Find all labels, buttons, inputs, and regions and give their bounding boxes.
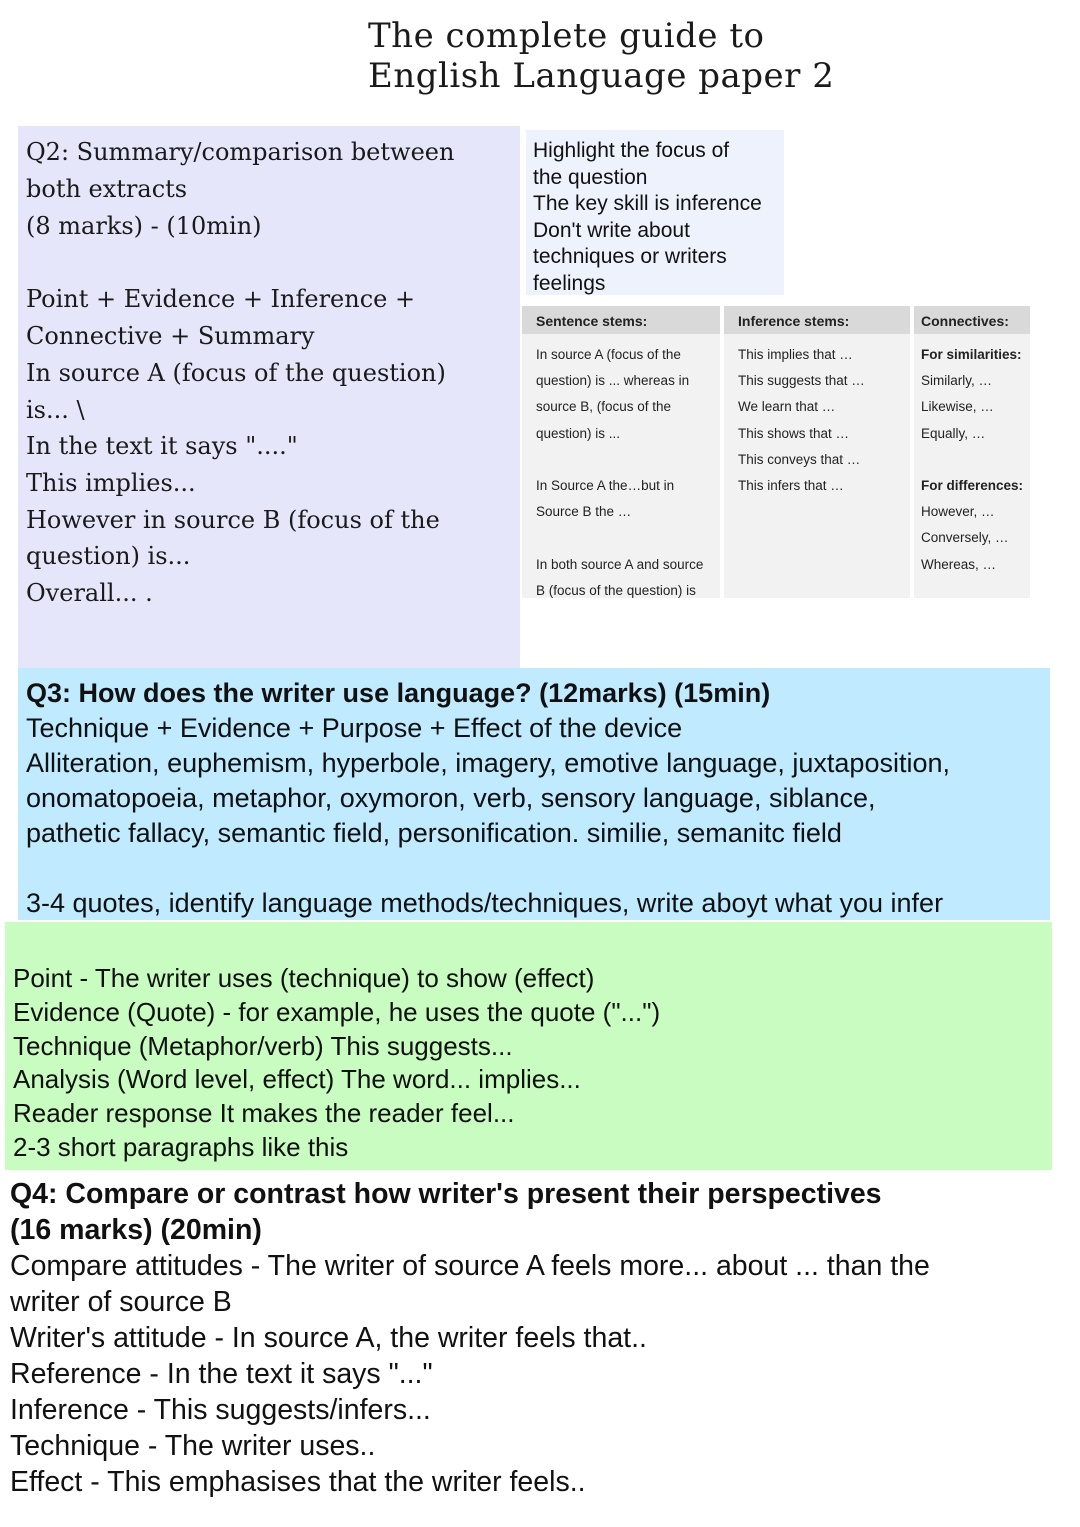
- tip-line: The key skill is inference: [533, 192, 762, 215]
- table-cell: B (focus of the question) is: [536, 582, 696, 598]
- guide-line: Technique (Metaphor/verb) This suggests...: [13, 1030, 513, 1061]
- table-cell: Whereas, …: [921, 556, 997, 572]
- table-cell: This infers that …: [738, 477, 844, 493]
- q2-line: is... \: [26, 396, 85, 424]
- q2-line: question) is...: [26, 542, 191, 570]
- table-cell: [921, 447, 1030, 473]
- spacer: [26, 851, 1050, 886]
- q2-line: In source A (focus of the question): [26, 359, 446, 387]
- table-cell: This shows that …: [738, 425, 850, 441]
- table-cell: In Source A the…but in: [536, 477, 675, 493]
- q3-line: onomatopoeia, metaphor, oxymoron, verb, sensory language, siblance,: [26, 783, 876, 813]
- q3-line: Technique + Evidence + Purpose + Effect of the device: [26, 713, 683, 743]
- stems-table: [522, 306, 1030, 598]
- tips-note: [526, 130, 784, 295]
- table-cell: This suggests that …: [738, 373, 865, 389]
- guide-line: Reader response It makes the reader feel...: [13, 1098, 515, 1129]
- table-cell: [536, 447, 720, 473]
- q4-line: Reference - In the text it says "...": [10, 1358, 433, 1390]
- table-cell: In source A (focus of the: [536, 347, 681, 362]
- q2-line: Q2: Summary/comparison between: [26, 138, 455, 166]
- q4-line: writer of source B: [10, 1286, 232, 1318]
- q3-line: Alliteration, euphemism, hyperbole, imagery, emotive language, juxtaposition,: [26, 748, 950, 778]
- q2-section: [18, 126, 520, 668]
- table-cell: question) is ...: [536, 425, 621, 441]
- table-cell: Conversely, …: [921, 530, 1009, 546]
- table-header: Connectives:: [914, 306, 1030, 334]
- q2-line: In the text it says "....": [26, 432, 298, 460]
- table-cell: Likewise, …: [921, 399, 994, 415]
- paragraph-guide: [5, 922, 1052, 1170]
- table-cell: In both source A and source: [536, 556, 704, 572]
- table-cell: question) is ... whereas in: [536, 373, 690, 389]
- guide-line: Analysis (Word level, effect) The word... implies...: [13, 1064, 581, 1095]
- tip-line: Don't write about: [533, 218, 690, 242]
- q4-heading-marks: (16 marks) (20min): [10, 1214, 262, 1246]
- connectives-column: [914, 306, 1030, 598]
- q4-heading: Q4: Compare or contrast how writer's present their perspectives: [10, 1178, 882, 1210]
- table-cell: source B, (focus of the: [536, 399, 672, 415]
- guide-line: 2-3 short paragraphs like this: [13, 1131, 349, 1162]
- q3-footer: 3-4 quotes, identify language methods/techniques, write aboyt what you infer: [26, 888, 944, 918]
- page-title: [368, 16, 968, 96]
- q2-line: (8 marks) - (10min): [26, 212, 262, 240]
- table-cell: This implies that …: [738, 347, 853, 362]
- table-cell: This conveys that …: [738, 451, 861, 467]
- guide-line: Point - The writer uses (technique) to show (effect): [13, 963, 595, 993]
- q2-line: However in source B (focus of the: [26, 506, 440, 534]
- tip-line: Highlight the focus of: [533, 139, 730, 162]
- q3-line: pathetic fallacy, semantic field, personification. similie, semanitc field: [26, 818, 842, 848]
- table-cell: [536, 525, 720, 551]
- inference-stems-column: [724, 306, 910, 598]
- title-line-1: The complete guide to: [368, 16, 765, 56]
- q4-line: Compare attitudes - The writer of source A feels more... about ... than the: [10, 1250, 930, 1282]
- tip-line: techniques or writers: [533, 245, 727, 268]
- table-cell: For differences:: [921, 477, 1024, 493]
- q2-line: Overall... .: [26, 579, 153, 607]
- tip-line: the question: [533, 165, 648, 189]
- q2-line: Connective + Summary: [26, 322, 315, 350]
- table-cell: Source B the …: [536, 504, 632, 520]
- table-header: Inference stems:: [724, 306, 910, 334]
- q3-heading: [26, 676, 1050, 711]
- title-line-2: English Language paper 2: [368, 56, 835, 96]
- q4-line: Inference - This suggests/infers...: [10, 1394, 431, 1426]
- table-cell: For similarities:: [921, 347, 1022, 362]
- q4-line: Writer's attitude - In source A, the writer feels that..: [10, 1322, 647, 1354]
- q2-line: This implies...: [26, 469, 196, 497]
- q4-line: Technique - The writer uses..: [10, 1430, 376, 1462]
- table-cell: We learn that …: [738, 399, 836, 415]
- table-cell: Equally, …: [921, 425, 986, 441]
- guide-line: Evidence (Quote) - for example, he uses the quote ("..."): [13, 996, 661, 1027]
- table-header: Sentence stems:: [522, 306, 720, 334]
- q4-line: Effect - This emphasises that the writer feels..: [10, 1466, 586, 1498]
- table-cell: Similarly, …: [921, 373, 993, 389]
- q3-section: [18, 668, 1050, 920]
- q3-title: How does the writer use language? (12marks) (15min): [71, 678, 771, 708]
- table-cell: However, …: [921, 504, 995, 520]
- sentence-stems-column: [522, 306, 720, 598]
- q2-line: Point + Evidence + Inference +: [26, 285, 416, 313]
- q2-line: both extracts: [26, 175, 188, 203]
- tip-line: feelings: [533, 271, 606, 295]
- q4-section: [10, 1176, 1070, 1500]
- q3-label: Q3:: [26, 678, 72, 708]
